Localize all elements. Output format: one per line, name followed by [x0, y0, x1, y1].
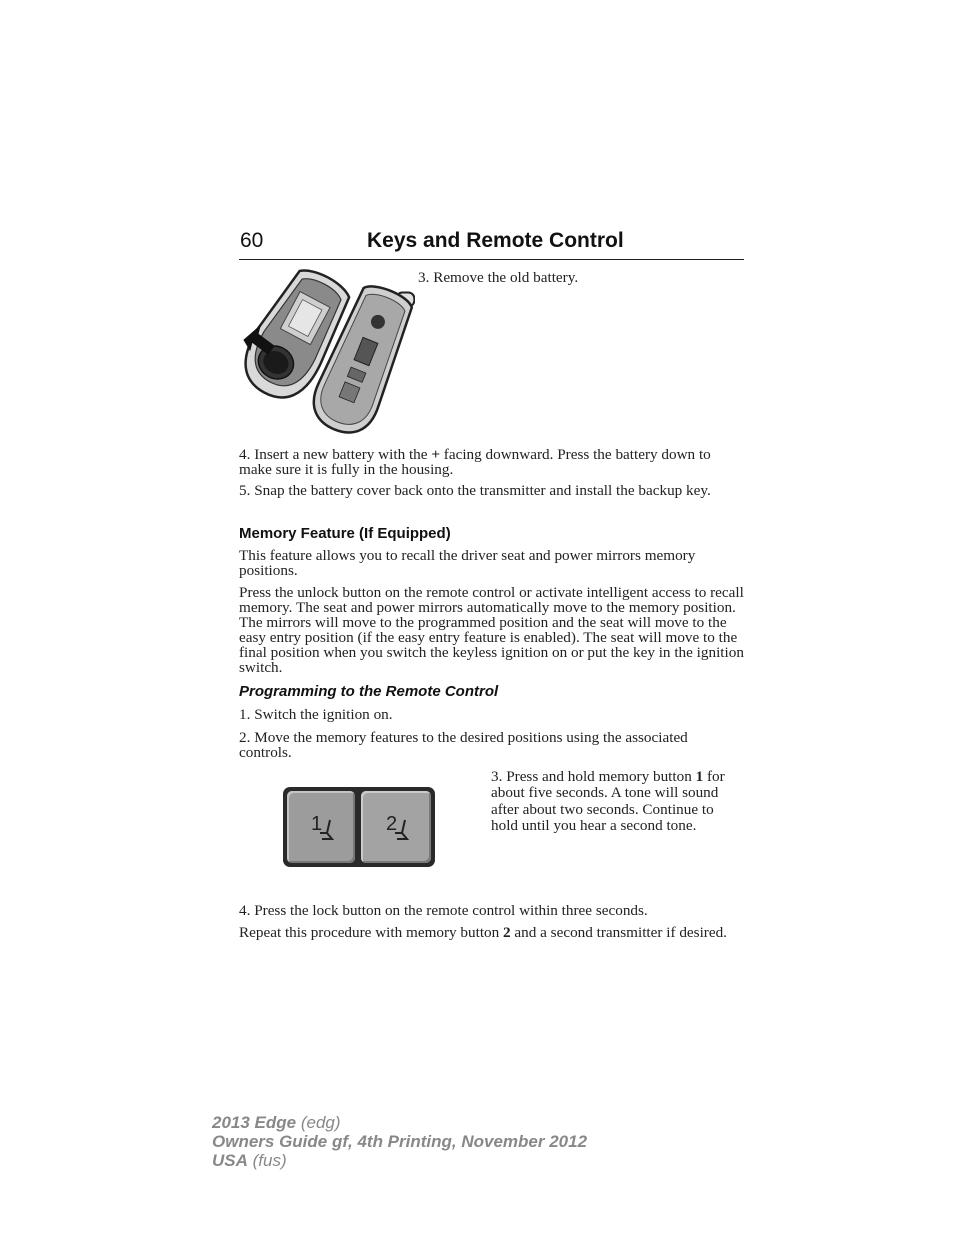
step-remove-battery: 3. Remove the old battery. [418, 269, 579, 286]
memory-button-2-label: 2 [386, 813, 398, 835]
programming-heading: Programming to the Remote Control [239, 683, 499, 700]
prog-step-press-hold [491, 769, 741, 834]
button-number-2: 2 [503, 924, 511, 941]
repeat-instruction [239, 925, 746, 940]
footer-guide: Owners Guide gf, 4th Printing, November 2012 [212, 1132, 588, 1151]
prog-step-move-features: 2. Move the memory features to the desired positions using the associated controls. [239, 729, 688, 761]
memory-button-1-label: 1 [311, 813, 323, 835]
step-insert-battery [239, 447, 744, 477]
footer-region-code: (fus) [247, 1151, 287, 1170]
prog-step-press-hold-text-2: for about five seconds. A tone will sound after about two seconds. Continue to hold until you hear a second tone. [491, 768, 725, 834]
footer-guide-line [212, 1132, 587, 1151]
page-title: Keys and Remote Control [367, 229, 624, 252]
prog-step-press-hold-text-1: 3. Press and hold memory button [491, 768, 696, 785]
footer-model-line [212, 1113, 587, 1132]
footer-model-code: (edg) [296, 1113, 341, 1132]
memory-buttons-panel [283, 787, 435, 867]
prog-step-ignition: 1. Switch the ignition on. [239, 706, 393, 723]
step-insert-battery-text-1: 4. Insert a new battery with the [239, 446, 432, 463]
footer-model: 2013 Edge [212, 1113, 297, 1132]
page-footer [212, 1113, 587, 1170]
footer-region: USA [212, 1151, 248, 1170]
seat-icon [393, 819, 411, 841]
memory-feature-description: Press the unlock button on the remote control or activate intelligent access to recall memory. The seat and power mirrors automatically move to the memory position. The mirrors will move to the programmed position and the seat will move to the easy entry position (if the easy entry feature is enabled). The seat will move to the final position when you switch the keyless ignition on or put the key in the ignition switch. [239, 584, 744, 676]
page-header [239, 229, 744, 260]
key-fob-battery-illustration [240, 266, 415, 436]
step-snap-cover: 5. Snap the battery cover back onto the transmitter and install the backup key. [239, 482, 711, 499]
memory-button-2 [361, 791, 431, 863]
page-number: 60 [240, 229, 264, 252]
step-insert-battery-text-2: facing downward. Press the battery down to make sure it is fully in the housing. [239, 446, 711, 478]
button-number-1: 1 [695, 768, 704, 785]
prog-step-lock-button: 4. Press the lock button on the remote control within three seconds. [239, 902, 648, 919]
repeat-instruction-text-2: and a second transmitter if desired. [510, 924, 727, 941]
memory-feature-heading: Memory Feature (If Equipped) [239, 525, 451, 542]
seat-icon [318, 819, 336, 841]
memory-button-1 [287, 791, 355, 863]
repeat-instruction-text-1: Repeat this procedure with memory button [239, 924, 504, 941]
footer-region-line [212, 1151, 587, 1170]
memory-feature-intro: This feature allows you to recall the driver seat and power mirrors memory positions. [239, 547, 696, 579]
plus-symbol: + [431, 446, 440, 463]
